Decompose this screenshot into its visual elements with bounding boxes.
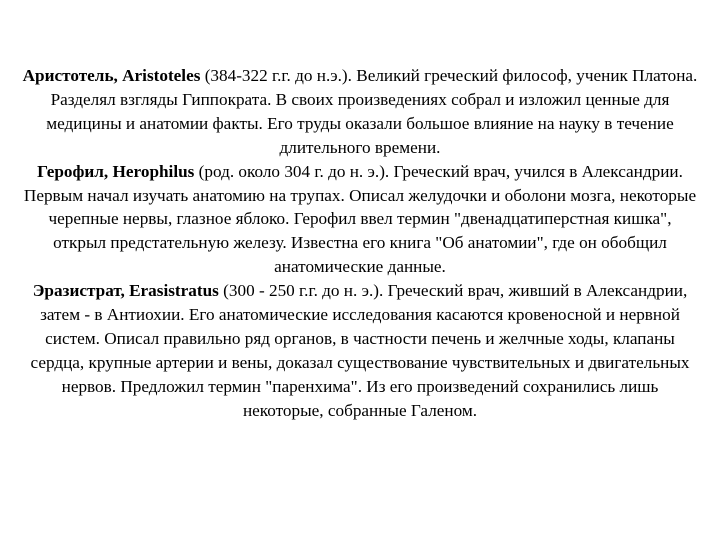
name-lat: Aristoteles [122,66,201,85]
paragraph-text: (род. около 304 г. до н. э.). Греческий врач, учился в Александрии. Первым начал изучать анатомию на трупах. Описал желудочки и оболони мозга, некоторые черепные нервы, глазное яблоко. Герофил ввел термин "двенадцатиперстная кишка", открыл предстательную железу. Известна его книга "Об анатомии", где он обобщил анатомические данные. [23,161,697,277]
paragraph-erasistratus [20,279,700,422]
name-ru: Герофил, [37,161,109,181]
paragraph-text: (384-322 г.г. до н.э.). Великий греческий философ, ученик Платона. Разделял взгляды Гиппократа. В своих произведениях собрал и изложил ценные для медицины и анатомии факты. Его труды оказали большое влияние на науку в течение длительного времени. [46,66,698,157]
body-text [20,64,700,423]
name-lat: Erasistratus [129,281,219,301]
paragraph-aristotle [20,64,700,160]
name-ru: Аристотель, [22,66,118,85]
paragraph-herophilus [20,160,700,280]
name-ru: Эразистрат, [32,281,125,301]
name-lat: Herophilus [112,161,195,181]
paragraph-text: (300 - 250 г.г. до н. э.). Греческий врач, живший в Александрии, затем - в Антиохии. Его анатомические исследования касаются кровеносной и нервной систем. Описал правильно ряд органов, в частности печень и желчные ходы, клапаны сердца, крупные артерии и вены, доказал существование чувствительных и двигательных нервов. Предложил термин "паренхима". Из его произведений сохранились лишь некоторые, собранные Галеном. [30,281,690,420]
